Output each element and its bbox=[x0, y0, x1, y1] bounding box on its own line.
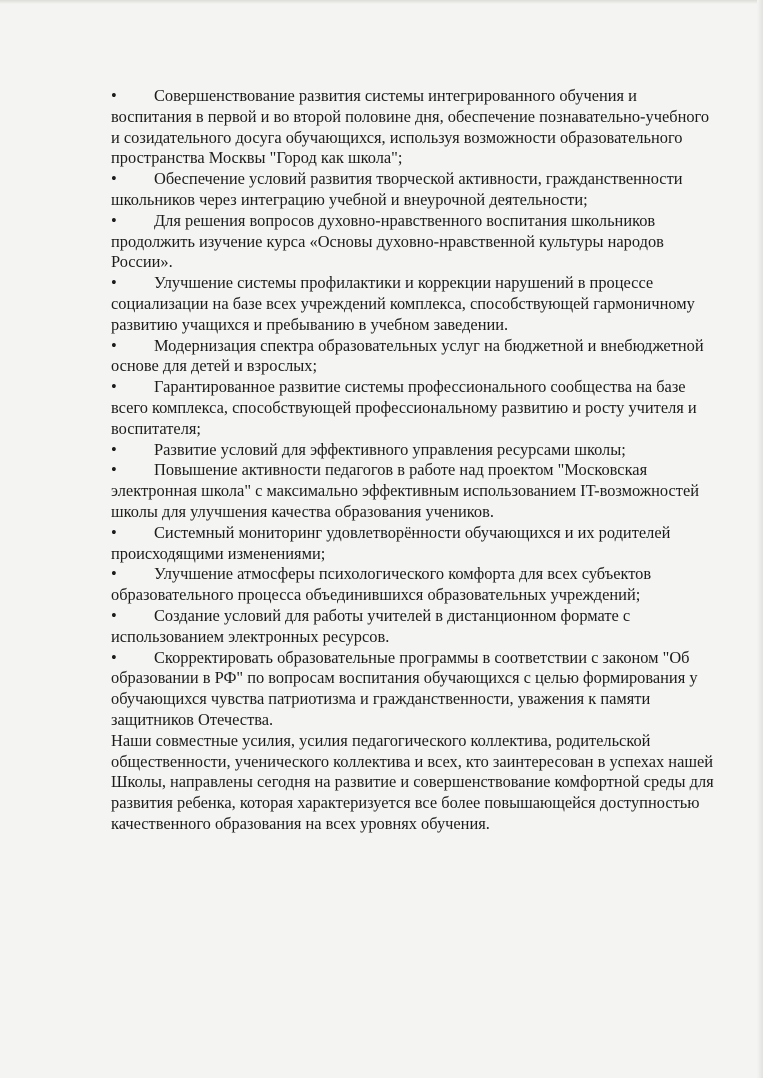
list-item bbox=[111, 440, 716, 461]
list-item bbox=[111, 606, 716, 648]
bullet-symbol: • bbox=[111, 86, 117, 105]
list-item bbox=[111, 648, 716, 731]
list-item-text: Для решения вопросов духовно-нравственного воспитания школьников продолжить изучение курса «Основы духовно-нравственной культуры народов России». bbox=[111, 210, 664, 272]
list-item bbox=[111, 564, 716, 606]
list-item-text: Гарантированное развитие системы профессионального сообщества на базе всего комплекса, способствующей профессиональному развитию и росту учителя и воспитателя; bbox=[111, 377, 697, 438]
list-item-text: Создание условий для работы учителей в дистанционном формате с использованием электронных ресурсов. bbox=[111, 605, 631, 646]
bullet-symbol: • bbox=[111, 460, 117, 480]
list-item bbox=[111, 273, 716, 335]
list-item bbox=[111, 460, 716, 522]
list-item bbox=[111, 86, 716, 169]
bullet-symbol: • bbox=[111, 169, 117, 189]
bullet-symbol: • bbox=[111, 605, 117, 625]
document-page bbox=[111, 86, 716, 835]
bullet-symbol: • bbox=[111, 377, 117, 397]
list-item-text: Улучшение системы профилактики и коррекции нарушений в процессе социализации на базе всех учреждений комплекса, способствующей гармоничному развитию учащихся и пребыванию в учебном заведении. bbox=[111, 273, 695, 334]
list-item bbox=[111, 336, 716, 378]
list-item bbox=[111, 523, 716, 565]
closing-paragraph: Наши совместные усилия, усилия педагогического коллектива, родительской общественности, ученического коллектива и всех, кто заинтересован в успехах нашей Школы, направлены сегодня на развитие и совершенствование комфортной среды для развития ребенка, которая характеризуется все более повышающейся доступностью качественного образования на всех уровнях обучения. bbox=[111, 730, 714, 833]
list-item-text: Совершенствование развития системы интегрированного обучения и воспитания в первой и во второй половине дня, обеспечение познавательно-учебного и созидательного досуга обучающихся, используя возможности образовательного пространства Москвы "Город как школа"; bbox=[111, 86, 710, 168]
bullet-symbol: • bbox=[111, 439, 117, 459]
bullet-symbol: • bbox=[111, 564, 117, 584]
bullet-symbol: • bbox=[111, 647, 117, 667]
scan-edge-right bbox=[757, 0, 763, 1078]
list-item-text: Улучшение атмосферы психологического комфорта для всех субъектов образовательного процесса объединившихся образовательных учреждений; bbox=[111, 564, 652, 605]
scan-edge-top bbox=[0, 0, 763, 4]
bullet-symbol: • bbox=[111, 335, 117, 355]
list-item-text: Обеспечение условий развития творческой активности, гражданственности школьников через интеграцию учебной и внеурочной деятельности; bbox=[111, 169, 683, 209]
list-item-text: Системный мониторинг удовлетворённости обучающихся и их родителей происходящими изменениями; bbox=[111, 522, 671, 563]
bullet-symbol: • bbox=[111, 522, 117, 542]
list-item-text: Развитие условий для эффективного управления ресурсами школы; bbox=[154, 439, 626, 459]
list-item-text: Модернизация спектра образовательных услуг на бюджетной и внебюджетной основе для детей и взрослых; bbox=[111, 335, 704, 376]
bullet-symbol: • bbox=[111, 273, 117, 293]
list-item-text: Повышение активности педагогов в работе над проектом "Московская электронная школа" с максимально эффективным использованием IT-возможностей школы для улучшения качества образования учеников. bbox=[111, 460, 700, 521]
list-item bbox=[111, 211, 716, 273]
bullet-symbol: • bbox=[111, 210, 117, 230]
list-item bbox=[111, 169, 716, 211]
list-item-text: Скорректировать образовательные программы в соответствии с законом "Об образовании в РФ" по вопросам воспитания обучающихся с целью формирования у обучающихся чувства патриотизма и гражданственности, уважения к памяти защитников Отечества. bbox=[111, 647, 698, 729]
list-item bbox=[111, 377, 716, 439]
